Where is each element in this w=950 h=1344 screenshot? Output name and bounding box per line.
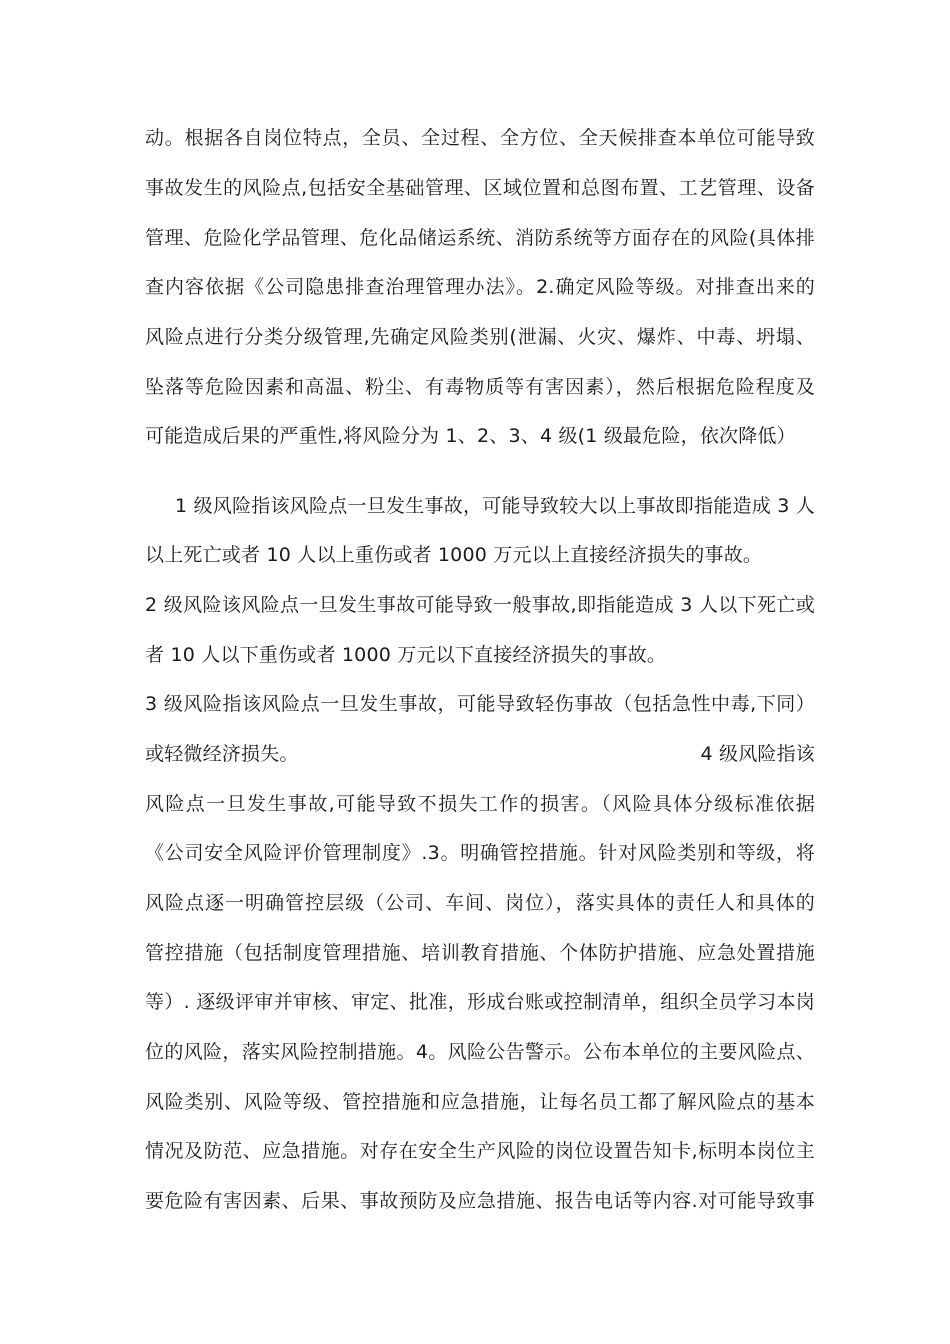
text-line-7: 可能造成后果的严重性,将风险分为 1、2、3、4 级(1 级最危险，依次降低） (145, 425, 796, 447)
text-line-11: 者 10 人以下重伤或者 1000 万元以下直接经济损失的事故。 (145, 644, 667, 666)
text-line-8: 1 级风险指该风险点一旦发生事故，可能导致较大以上事故即指能造成 3 人 (175, 495, 815, 517)
text-line-14: 风险点一旦发生事故,可能导致不损失工作的损害。（风险具体分级标准依据 (145, 793, 815, 815)
text-line-6: 坠落等危险因素和高温、粉尘、有毒物质等有害因素），然后根据危险程度及 (145, 376, 815, 398)
text-line-1: 动。根据各自岗位特点，全员、全过程、全方位、全天候排查本单位可能导致 (145, 127, 815, 149)
text-line-17: 管控措施（包括制度管理措施、培训教育措施、个体防护措施、应急处置措施 (145, 942, 815, 964)
text-line-19: 位的风险，落实风险控制措施。4。风险公告警示。公布本单位的主要风险点、 (145, 1041, 815, 1063)
text-line-3: 管理、危险化学品管理、危化品储运系统、消防系统等方面存在的风险(具体排 (145, 227, 815, 249)
text-line-13-right: 4 级风险指该 (700, 743, 815, 765)
text-line-2: 事故发生的风险点,包括安全基础管理、区域位置和总图布置、工艺管理、设备 (145, 177, 815, 199)
text-line-15: 《公司安全风险评价管理制度》.3。明确管控措施。针对风险类别和等级，将 (145, 842, 815, 864)
text-line-22: 要危险有害因素、后果、事故预防及应急措施、报告电话等内容.对可能导致事 (145, 1190, 815, 1212)
text-line-16: 风险点逐一明确管控层级（公司、车间、岗位），落实具体的责任人和具体的 (145, 892, 815, 914)
text-line-18: 等）. 逐级评审并审核、审定、批准，形成台账或控制清单，组织全员学习本岗 (145, 991, 815, 1013)
text-line-4: 查内容依据《公司隐患排查治理管理办法》。2.确定风险等级。对排查出来的 (145, 276, 815, 298)
text-line-10: 2 级风险该风险点一旦发生事故可能导致一般事故,即指能造成 3 人以下死亡或 (145, 594, 815, 616)
text-line-5: 风险点进行分类分级管理,先确定风险类别(泄漏、火灾、爆炸、中毒、坍塌、 (145, 326, 815, 348)
text-line-9: 以上死亡或者 10 人以上重伤或者 1000 万元以上直接经济损失的事故。 (145, 544, 763, 566)
text-line-21: 情况及防范、应急措施。对存在安全生产风险的岗位设置告知卡,标明本岗位主 (145, 1140, 815, 1162)
text-line-13-left: 或轻微经济损失。 (145, 743, 299, 765)
text-line-13 (145, 742, 815, 766)
text-line-20: 风险类别、风险等级、管控措施和应急措施，让每名员工都了解风险点的基本 (145, 1091, 815, 1113)
text-line-12: 3 级风险指该风险点一旦发生事故，可能导致轻伤事故（包括急性中毒,下同） (145, 693, 815, 715)
